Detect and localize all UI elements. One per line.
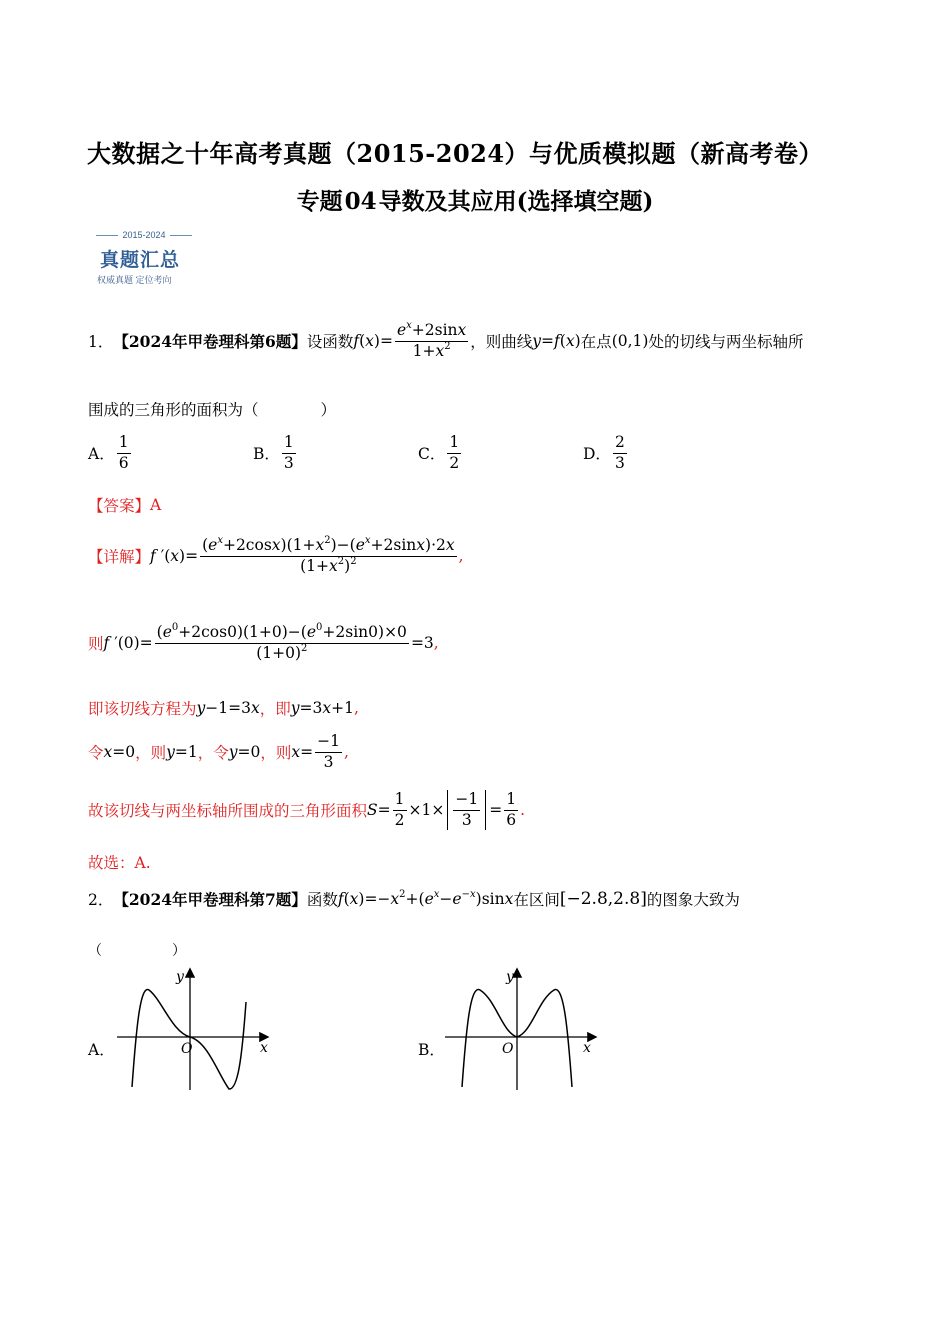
option-letter: D． <box>583 445 611 464</box>
option-fraction: $\frac{2}{3}$ <box>614 433 625 472</box>
q1-text-b: ，则曲线 <box>470 333 533 352</box>
section-badge <box>88 228 200 290</box>
x-label: x <box>583 1040 591 1056</box>
q1-stem-cont: 围成的三角形的面积为（ ） <box>88 401 337 419</box>
curve-a <box>132 989 246 1089</box>
q2-text-a: 函数 <box>306 891 338 909</box>
q1-tag: 【2024年甲卷理科第6题】 <box>113 332 307 352</box>
derivative-at-zero: $\frac{(e^0+2\cos 0)(1+0)-(e^0+2\sin 0)\times 0}{(1+0)^2}$ <box>156 622 407 662</box>
q2-graph-a[interactable] <box>112 962 277 1094</box>
option-fraction: $\frac{1}{6}$ <box>118 433 129 472</box>
section-title <box>0 183 950 216</box>
answer-value: A <box>150 496 162 514</box>
section-title-rest: 导数及其应用(选择填空题) <box>378 188 654 215</box>
q2-option-a-letter[interactable]: A． <box>88 1041 115 1059</box>
option-letter: A． <box>88 445 115 464</box>
option-letter: B． <box>253 445 280 464</box>
q2-function: $f(x)=-x^2+(e^x-e^{-x})\sin x$ <box>337 889 514 908</box>
step4-a: 令 <box>88 744 104 763</box>
q1-option-d[interactable] <box>583 434 629 473</box>
q1-option-c[interactable] <box>418 434 463 473</box>
badge-years: 2015-2024 <box>88 230 200 240</box>
x-label: x <box>260 1040 268 1056</box>
q1-text-c: 在点 <box>580 333 612 352</box>
origin-label: O <box>502 1041 514 1057</box>
q1-option-a[interactable] <box>88 434 133 473</box>
y-label: y <box>506 969 514 985</box>
q1-detail-1: 【详解】 f ′(x)= $\frac{(e^x+2\cos x)(1+x^2)-(e^x+2\sin x)\cdot 2x}{(1+x^2)^2}$ , <box>88 535 464 575</box>
option-fraction: $\frac{1}{2}$ <box>449 433 460 472</box>
q1-fraction: $\frac{e^x+2\sin x}{1+x^2}$ <box>396 320 467 360</box>
step4-b: ，则 <box>135 744 167 763</box>
section-title-prefix: 专题 <box>296 188 343 215</box>
y-label: y <box>176 969 184 985</box>
answer-label: 【答案】 <box>88 497 151 515</box>
q2-stem <box>88 888 740 910</box>
page-title: 大数据之十年高考真题（2015-2024）与优质模拟题（新高考卷） <box>87 139 824 168</box>
q1-point: (0,1) <box>611 332 649 351</box>
detail-label: 【详解】 <box>88 548 151 567</box>
q1-text-d: 处的切线与两坐标轴所 <box>648 333 804 352</box>
q2-text-c: 的图象大致为 <box>646 891 740 909</box>
q1-text-a: 设函数 <box>306 333 354 352</box>
step3-text: 即该切线方程为 <box>88 700 197 718</box>
q1-conclusion: 故选：A. <box>88 854 151 872</box>
q1-answer <box>88 494 161 516</box>
q1-detail-4: 令 x=0 ，则 y=1 ，令 y=0 ，则 x= $\frac{-1}{3}$ , <box>88 732 349 771</box>
q2-paren: （ ） <box>88 943 186 959</box>
q1-number: 1． <box>88 333 114 352</box>
q2-graph-b[interactable] <box>440 962 605 1094</box>
q2-tag: 【2024年甲卷理科第7题】 <box>113 890 307 909</box>
q2-text-b: 在区间 <box>513 891 560 909</box>
q1-curve: y=f(x) <box>532 332 581 351</box>
step5-text: 故该切线与两坐标轴所围成的三角形面积 <box>88 802 368 820</box>
q2-option-b-letter[interactable]: B． <box>418 1041 445 1059</box>
q2-interval: [−2.8,2.8] <box>559 889 647 909</box>
q1-stem <box>88 322 803 361</box>
q1-detail-2: 则 f ′(0)= $\frac{(e^0+2\cos 0)(1+0)-(e^0+2\sin 0)\times 0}{(1+0)^2}$ =3 , <box>88 622 439 662</box>
q1-option-b[interactable] <box>253 434 298 473</box>
q1-detail-5: 故该切线与两坐标轴所围成的三角形面积 S= $\frac{1}{2}$ ×1× $\frac{-1}{3}$ = $\frac{1}{6}$ . <box>88 789 526 829</box>
origin-label: O <box>181 1041 193 1057</box>
step2-prefix: 则 <box>88 635 104 654</box>
q1-detail-3: 即该切线方程为 y−1=3x ，即 y=3x+1 , <box>88 699 359 718</box>
q2-number: 2． <box>88 891 114 909</box>
option-fraction: $\frac{1}{3}$ <box>283 433 294 472</box>
step3-mid: ，即 <box>259 700 291 718</box>
q1-function: f(x)= <box>353 332 393 351</box>
option-letter: C． <box>418 445 446 464</box>
badge-main: 真题汇总 <box>100 250 181 271</box>
badge-sub: 权威真题 定位考向 <box>97 275 172 285</box>
section-title-number: 04 <box>344 188 377 215</box>
derivative-fraction: $\frac{(e^x+2\cos x)(1+x^2)-(e^x+2\sin x)\cdot 2x}{(1+x^2)^2}$ <box>202 535 455 575</box>
step4-c: ，令 <box>197 744 229 763</box>
